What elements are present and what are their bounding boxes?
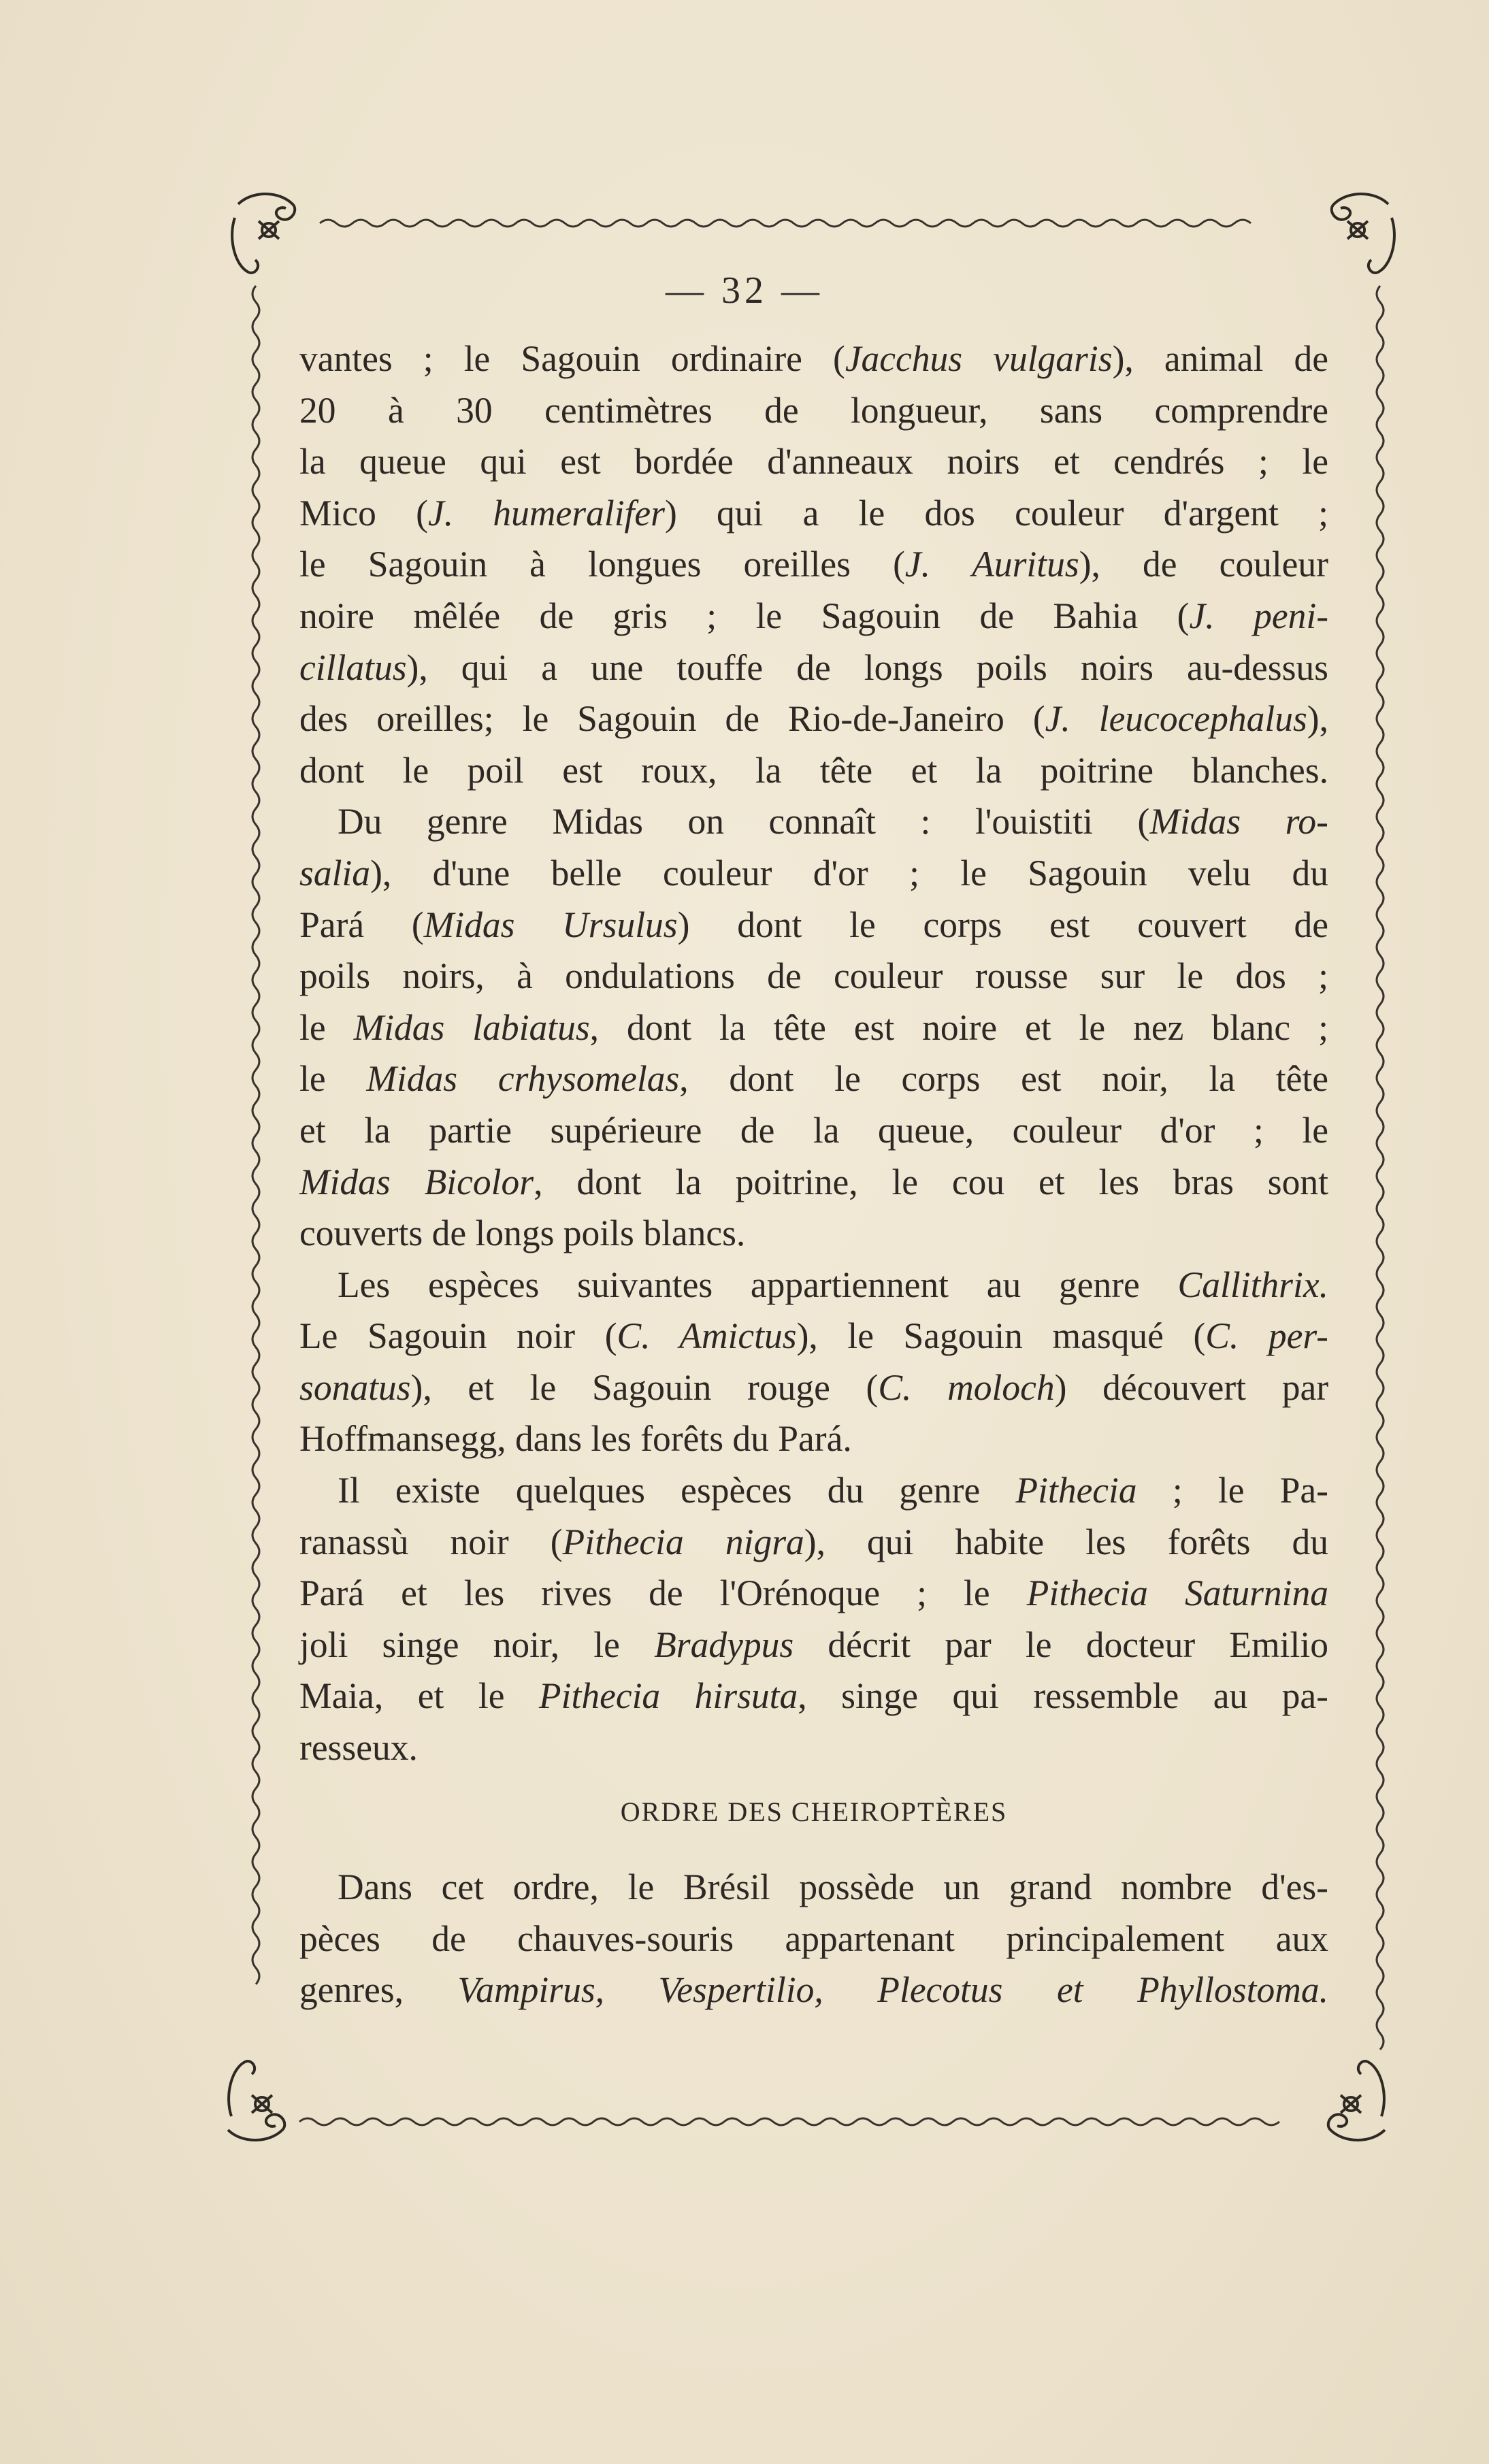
text-line: le Midas crhysomelas, dont le corps est noir, la tête <box>299 1058 1328 1100</box>
flourish-bottom-left-icon <box>228 2061 284 2140</box>
text-line: Les espèces suivantes appartiennent au genre Callithrix. <box>338 1264 1328 1305</box>
text-line: ranassù noir (Pithecia nigra), qui habite les forêts du <box>299 1521 1328 1562</box>
paragraph-2 <box>299 796 1328 1259</box>
paragraph-final <box>299 1862 1328 2016</box>
text-line: vantes ; le Sagouin ordinaire (Jacchus vulgaris), animal de <box>299 338 1328 379</box>
text-line: Maia, et le Pithecia hirsuta, singe qui ressemble au pa- <box>299 1675 1328 1717</box>
text-line: genres, Vampirus, Vespertilio, Plecotus et Phyllostoma. <box>299 1969 1328 2011</box>
text-line: Le Sagouin noir (C. Amictus), le Sagouin masqué (C. per- <box>299 1315 1328 1357</box>
text-line: des oreilles; le Sagouin de Rio-de-Janeiro (J. leucocephalus), <box>299 698 1328 740</box>
paragraph-4 <box>299 1465 1328 1774</box>
text-line: couverts de longs poils blancs. <box>299 1213 746 1254</box>
text-line: Hoffmansegg, dans les forêts du Pará. <box>299 1418 852 1460</box>
flourish-top-left-icon <box>232 194 295 273</box>
text-line: salia), d'une belle couleur d'or ; le Sagouin velu du <box>299 852 1328 893</box>
text-line: joli singe noir, le Bradypus décrit par le docteur Emilio <box>299 1624 1329 1665</box>
text-line: Midas Bicolor, dont la poitrine, le cou et les bras sont <box>299 1161 1328 1202</box>
page-number: — 32 — <box>666 269 823 312</box>
top-border-wave <box>320 220 1251 227</box>
text-line: resseux. <box>299 1727 418 1769</box>
body-text <box>299 333 1328 2016</box>
left-border-wave <box>252 286 259 1984</box>
text-line: Dans cet ordre, le Brésil possède un grand nombre d'es- <box>338 1867 1328 1908</box>
text-line: poils noirs, à ondulations de couleur rousse sur le dos ; <box>299 955 1328 997</box>
text-line: Pará (Midas Ursulus) dont le corps est couvert de <box>299 904 1328 945</box>
text-line: sonatus), et le Sagouin rouge (C. moloch) découvert par <box>299 1366 1329 1408</box>
text-line: pèces de chauves-souris appartenant principalement aux <box>299 1918 1328 1959</box>
bottom-border-wave <box>299 2118 1279 2125</box>
text-line: et la partie supérieure de la queue, couleur d'or ; le <box>299 1109 1328 1151</box>
right-border-wave <box>1377 286 1384 2050</box>
text-line: cillatus), qui a une touffe de longs poils noirs au-dessus <box>299 646 1328 688</box>
flourish-top-right-icon <box>1332 194 1394 273</box>
section-heading: ORDRE DES CHEIROPTÈRES <box>620 1796 1008 1827</box>
paragraph-1 <box>299 333 1328 796</box>
text-line: le Sagouin à longues oreilles (J. Auritus), de couleur <box>299 544 1328 585</box>
text-line: Pará et les rives de l'Orénoque ; le Pithecia Saturnina <box>299 1573 1329 1614</box>
paragraph-3 <box>299 1260 1328 1465</box>
text-line: Du genre Midas on connaît : l'ouistiti (Midas ro- <box>338 801 1328 842</box>
flourish-bottom-right-icon <box>1328 2061 1385 2140</box>
text-line: noire mêlée de gris ; le Sagouin de Bahia (J. peni- <box>299 595 1329 636</box>
text-line: dont le poil est roux, la tête et la poitrine blanches. <box>299 749 1328 791</box>
text-line: le Midas labiatus, dont la tête est noire et le nez blanc ; <box>299 1006 1328 1048</box>
text-line: la queue qui est bordée d'anneaux noirs et cendrés ; le <box>299 441 1328 482</box>
text-line: Mico (J. humeralifer) qui a le dos couleur d'argent ; <box>299 492 1328 533</box>
text-line: Il existe quelques espèces du genre Pithecia ; le Pa- <box>338 1470 1328 1511</box>
text-line: 20 à 30 centimètres de longueur, sans comprendre <box>299 389 1328 431</box>
